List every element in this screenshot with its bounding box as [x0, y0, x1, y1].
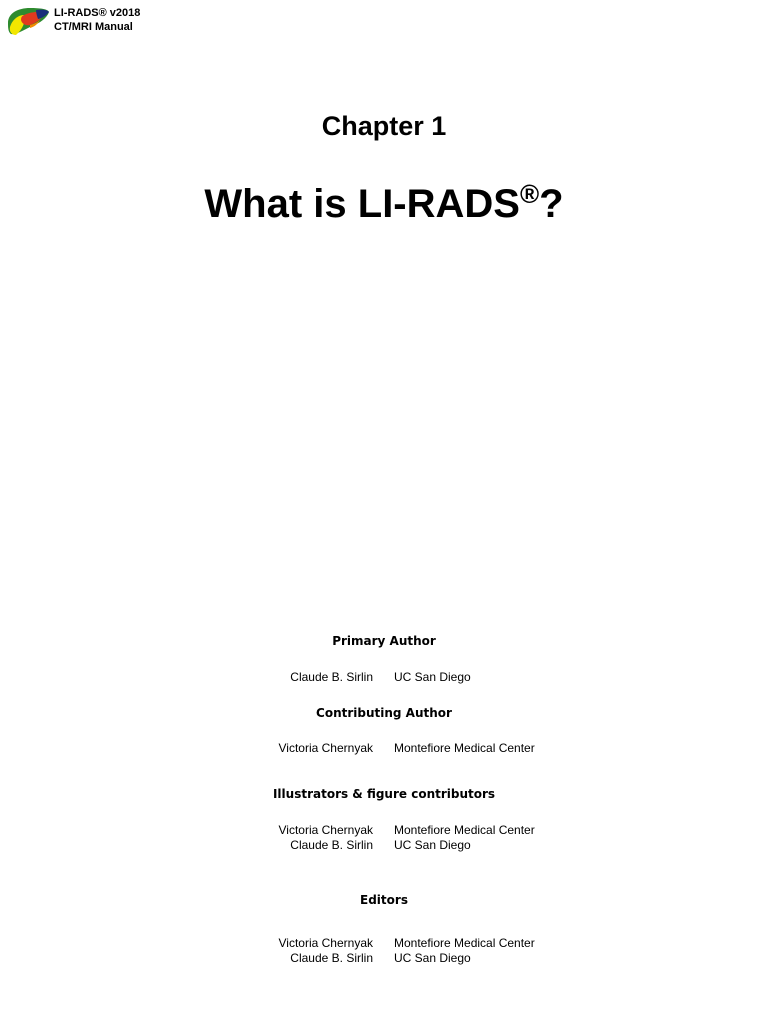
person-name: Claude B. Sirlin: [290, 838, 373, 852]
chapter-title-end: ?: [539, 182, 564, 226]
primary-author-list: [0, 670, 768, 685]
person-row: [0, 670, 768, 685]
illustrators-heading: Illustrators & figure contributors: [272, 787, 496, 801]
primary-author-heading: Primary Author: [332, 634, 436, 648]
person-row: [0, 823, 768, 838]
li-rads-liver-logo-icon: [6, 5, 50, 37]
person-affiliation: UC San Diego: [394, 838, 471, 852]
person-name: Claude B. Sirlin: [290, 670, 373, 684]
header-manual-name: CT/MRI Manual: [54, 21, 133, 33]
person-affiliation: Montefiore Medical Center: [394, 823, 535, 837]
person-affiliation: UC San Diego: [394, 670, 471, 684]
person-row: [0, 838, 768, 853]
chapter-number: Chapter 1: [321, 111, 447, 141]
person-row: [0, 936, 768, 951]
person-name: Victoria Chernyak: [278, 741, 373, 755]
person-affiliation: Montefiore Medical Center: [394, 741, 535, 755]
person-row: [0, 951, 768, 966]
person-row: [0, 741, 768, 756]
chapter-title: [0, 179, 768, 227]
person-affiliation: Montefiore Medical Center: [394, 936, 535, 950]
editors-list: [0, 936, 768, 966]
contributing-author-list: [0, 741, 768, 756]
page-header: [6, 5, 140, 37]
registered-mark: ®: [519, 179, 540, 209]
chapter-title-text: What is LI-RADS: [204, 182, 520, 226]
illustrators-list: [0, 823, 768, 853]
person-name: Victoria Chernyak: [278, 936, 373, 950]
contributing-author-heading: Contributing Author: [316, 706, 452, 720]
header-manual-version: LI-RADS® v2018: [54, 7, 141, 19]
person-name: Claude B. Sirlin: [290, 951, 373, 965]
person-affiliation: UC San Diego: [394, 951, 471, 965]
editors-heading: Editors: [360, 893, 408, 907]
person-name: Victoria Chernyak: [278, 823, 373, 837]
